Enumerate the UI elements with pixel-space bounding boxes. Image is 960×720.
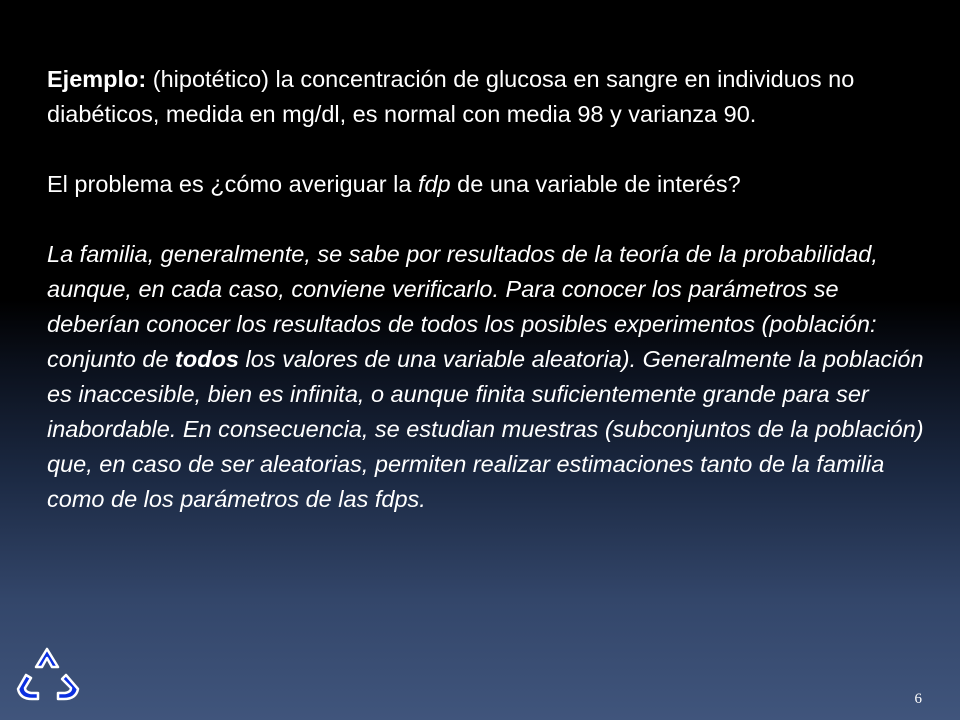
- problem-fdp-term: fdp: [417, 171, 451, 197]
- population-paragraph: [47, 237, 927, 517]
- population-text-part2: los valores de una variable aleatoria). Generalmente la población es inaccesible, bien es infinita, o aunque finita suficientemente grande para ser inabordable. En consecuencia, se estudian muestras (subconjuntos de la población) que, en caso de ser aleatorias, permiten realizar estimaciones tanto de la familia como de los parámetros de las fdps.: [47, 346, 924, 512]
- slide-content: [47, 62, 927, 517]
- population-bold-word: todos: [175, 346, 240, 372]
- population-text-part1: La familia, generalmente, se sabe por resultados de la teoría de la probabilidad, aunque, en cada caso, conviene verificarlo. Para conocer los parámetros se deberían conocer los resultados de todos los posibles experimentos (población: conjunto de: [47, 241, 878, 372]
- example-text: (hipotético) la concentración de glucosa en sangre en individuos no diabéticos, medida en mg/dl, es normal con media 98 y varianza 90.: [47, 66, 855, 127]
- paragraph-spacer: [47, 202, 927, 237]
- page-number: 6: [914, 691, 922, 707]
- problem-paragraph: [47, 167, 927, 202]
- example-label: Ejemplo:: [47, 66, 147, 92]
- problem-text-end: de una variable de interés?: [450, 171, 741, 197]
- example-paragraph: [47, 62, 927, 132]
- problem-text-start: El problema es ¿cómo averiguar la: [47, 171, 418, 197]
- recycle-arrows-icon: [10, 645, 86, 707]
- paragraph-spacer: [47, 132, 927, 167]
